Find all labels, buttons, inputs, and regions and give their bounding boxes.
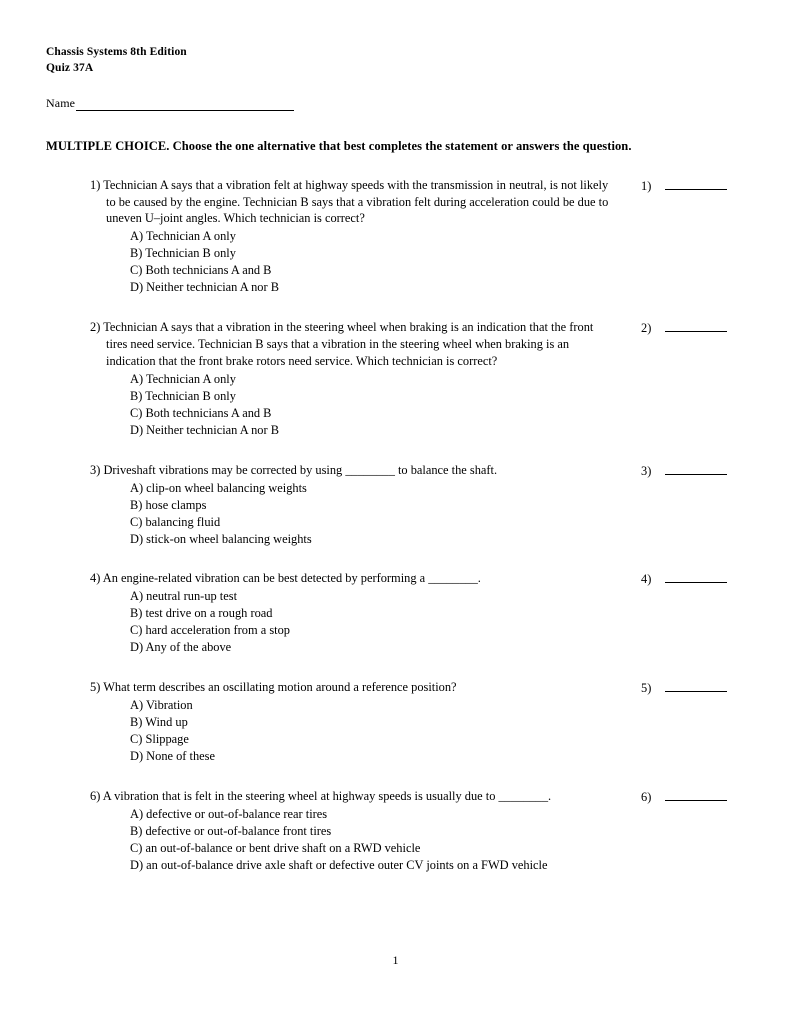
question-stem <box>90 462 616 479</box>
question-item <box>46 177 745 297</box>
answer-input[interactable] <box>665 319 727 332</box>
question-number: 5) <box>90 680 101 695</box>
choice-list <box>90 588 616 656</box>
choice-option[interactable]: D) an out-of-balance drive axle shaft or defective outer CV joints on a FWD vehicle <box>130 857 548 872</box>
answer-number: 6) <box>641 790 652 805</box>
answer-slot <box>641 788 745 805</box>
choice-option[interactable]: D) stick-on wheel balancing weights <box>130 531 312 546</box>
answer-slot <box>641 319 745 336</box>
choice-option[interactable]: A) defective or out-of-balance rear tires <box>130 806 328 821</box>
answer-number: 4) <box>641 572 652 587</box>
question-number: 1) <box>90 177 101 192</box>
choice-option[interactable]: C) hard acceleration from a stop <box>130 623 290 638</box>
question-text: An engine-related vibration can be best detected by performing a ________. <box>102 571 481 586</box>
questions-list <box>46 177 745 874</box>
choice-option[interactable]: B) test drive on a rough road <box>130 606 273 621</box>
answer-slot <box>641 679 745 696</box>
question-text: What term describes an oscillating motion around a reference position? <box>103 680 457 695</box>
choice-list <box>90 371 616 439</box>
question-item <box>46 788 745 874</box>
question-item <box>46 319 745 439</box>
choice-list <box>90 228 616 296</box>
choice-option[interactable]: D) Any of the above <box>130 640 232 655</box>
question-item <box>46 462 745 548</box>
question-body <box>46 177 616 297</box>
answer-number: 2) <box>641 321 652 336</box>
answer-input[interactable] <box>665 462 727 475</box>
question-body <box>46 570 616 656</box>
choice-option[interactable]: C) Both technicians A and B <box>130 263 272 278</box>
choice-list <box>90 806 616 874</box>
choice-option[interactable]: D) Neither technician A nor B <box>130 280 279 295</box>
answer-input[interactable] <box>665 177 727 190</box>
choice-list <box>90 480 616 548</box>
choice-option[interactable]: D) Neither technician A nor B <box>130 422 279 437</box>
choice-option[interactable]: C) Slippage <box>130 732 189 747</box>
question-stem <box>90 177 616 228</box>
answer-number: 3) <box>641 463 652 478</box>
question-stem <box>90 570 616 587</box>
choice-option[interactable]: A) Vibration <box>130 698 193 713</box>
choice-option[interactable]: A) clip-on wheel balancing weights <box>130 480 307 495</box>
question-stem <box>90 679 616 696</box>
choice-option[interactable]: B) Wind up <box>130 715 188 730</box>
question-number: 3) <box>90 462 101 477</box>
answer-number: 5) <box>641 681 652 696</box>
answer-input[interactable] <box>665 788 727 801</box>
choice-option[interactable]: A) Technician A only <box>130 229 236 244</box>
question-body <box>46 788 616 874</box>
question-number: 2) <box>90 320 101 335</box>
question-body <box>46 319 616 439</box>
name-input[interactable] <box>76 99 294 111</box>
choice-option[interactable]: C) Both technicians A and B <box>130 405 272 420</box>
question-body <box>46 679 616 765</box>
choice-option[interactable]: A) Technician A only <box>130 371 236 386</box>
question-text: Technician A says that a vibration felt at highway speeds with the transmission in neutral, is not likely to be caused by the engine. Technician B says that a vibration felt during acceleration could be due to uneven U–joint angles. Which technician is correct? <box>103 177 609 226</box>
question-text: Technician A says that a vibration in the steering wheel when braking is an indication that the front tires need service. Technician B says that a vibration in the steering wheel when braking is an indication that the front brake rotors need service. Which technician is correct? <box>103 320 594 368</box>
question-item <box>46 570 745 656</box>
answer-input[interactable] <box>665 570 727 583</box>
choice-option[interactable]: D) None of these <box>130 749 215 764</box>
answer-slot <box>641 462 745 479</box>
question-stem <box>90 788 616 805</box>
choice-list <box>90 697 616 765</box>
document-header <box>46 44 745 77</box>
choice-option[interactable]: C) an out-of-balance or bent drive shaft on a RWD vehicle <box>130 840 421 855</box>
choice-option[interactable]: A) neutral run-up test <box>130 589 238 604</box>
question-body <box>46 462 616 548</box>
answer-slot <box>641 177 745 194</box>
name-field-row <box>46 96 745 111</box>
choice-option[interactable]: B) hose clamps <box>130 497 207 512</box>
question-number: 6) <box>90 789 101 804</box>
question-text: Driveshaft vibrations may be corrected by using ________ to balance the shaft. <box>103 462 498 477</box>
choice-option[interactable]: B) Technician B only <box>130 388 236 403</box>
name-label: Name <box>46 95 76 110</box>
choice-option[interactable]: B) Technician B only <box>130 246 236 261</box>
course-title: Chassis Systems 8th Edition <box>46 46 187 58</box>
answer-number: 1) <box>641 178 652 193</box>
instructions-text: MULTIPLE CHOICE. Choose the one alternative that best completes the statement or answers the question. <box>46 138 632 153</box>
question-item <box>46 679 745 765</box>
answer-slot <box>641 570 745 587</box>
page-number: 1 <box>392 953 399 967</box>
question-number: 4) <box>90 571 101 586</box>
quiz-title: Quiz 37A <box>46 62 94 75</box>
question-text: A vibration that is felt in the steering wheel at highway speeds is usually due to ________. <box>102 789 552 804</box>
choice-option[interactable]: C) balancing fluid <box>130 514 221 529</box>
answer-input[interactable] <box>665 679 727 692</box>
question-stem <box>90 319 616 370</box>
choice-option[interactable]: B) defective or out-of-balance front tires <box>130 823 332 838</box>
